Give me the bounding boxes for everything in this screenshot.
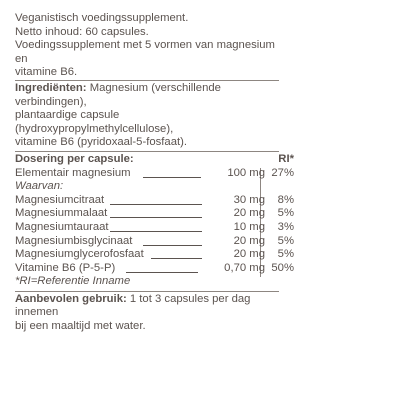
nutrient-name: Vitamine B6 (P-5-P) — [15, 261, 116, 274]
table-row — [15, 234, 294, 249]
leader-line — [143, 245, 202, 246]
nutrient-name: Magnesiumglycerofosfaat — [15, 248, 144, 261]
nutrient-ri: 5% — [277, 248, 294, 261]
table-row — [15, 261, 294, 276]
dosage-table — [15, 152, 294, 291]
nutrient-name: Magnesiumcitraat — [15, 193, 105, 206]
table-row — [15, 193, 294, 208]
ingredients-heading: Ingrediënten: — [15, 81, 87, 94]
nutrient-name: Elementair magnesium — [15, 166, 131, 179]
nutrient-amount: 0,70 mg — [224, 261, 265, 274]
usage-heading: Aanbevolen gebruik: — [15, 292, 127, 305]
nutrient-amount: 10 mg — [233, 220, 265, 233]
of-which-row — [15, 180, 279, 194]
leader-line — [126, 272, 198, 273]
ingredients-text: plantaardige capsule (hydroxypropylmethylcellulose), — [15, 109, 174, 135]
nutrient-name: Magnesiummalaat — [15, 207, 108, 220]
intro-line: vitamine B6. — [15, 66, 78, 79]
table-row — [15, 248, 294, 262]
nutrient-ri: 27% — [271, 166, 294, 179]
intro-line: Voedingssupplement met 5 vormen van magnesium en — [15, 39, 275, 65]
table-row — [15, 220, 294, 235]
nutrient-ri: 5% — [277, 234, 294, 247]
of-which-label: Waarvan: — [15, 180, 64, 193]
dosage-header-row — [15, 152, 294, 167]
usage-section — [15, 292, 279, 334]
nutrient-amount: 20 mg — [233, 207, 265, 220]
nutrient-amount: 20 mg — [233, 248, 265, 261]
leader-line — [143, 177, 201, 178]
leader-line — [151, 258, 202, 259]
leader-line — [110, 217, 202, 218]
supplement-label — [15, 12, 294, 334]
table-row — [15, 166, 294, 181]
nutrient-ri: 3% — [277, 220, 294, 233]
nutrient-amount: 100 mg — [227, 166, 265, 179]
ri-heading: RI* — [278, 152, 294, 165]
nutrient-ri: 50% — [271, 261, 294, 274]
table-row — [15, 207, 294, 221]
nutrient-name: Magnesiumbisglycinaat — [15, 234, 133, 247]
nutrient-ri: 8% — [277, 193, 294, 206]
nutrient-amount: 30 mg — [233, 193, 265, 206]
usage-text: bij een maaltijd met water. — [15, 320, 146, 333]
usage-text: 1 tot 3 capsules per dag innemen — [15, 292, 251, 319]
leader-line — [110, 231, 202, 232]
nutrient-amount: 20 mg — [233, 234, 265, 247]
ri-footnote: *RI=Referentie Inname — [15, 275, 131, 288]
intro-section — [15, 12, 279, 80]
leader-line — [110, 204, 202, 205]
ingredients-section — [15, 81, 279, 151]
ingredients-text: vitamine B6 (pyridoxaal-5-fosfaat). — [15, 136, 188, 149]
ingredients-text: Magnesium (verschillende verbindingen), — [15, 81, 221, 108]
intro-line: Veganistisch voedingssupplement. — [15, 12, 189, 24]
dosage-heading: Dosering per capsule: — [15, 152, 134, 165]
nutrient-name: Magnesiumtauraat — [15, 220, 109, 233]
intro-line: Netto inhoud: 60 capsules. — [15, 25, 149, 38]
nutrient-ri: 5% — [277, 207, 294, 220]
